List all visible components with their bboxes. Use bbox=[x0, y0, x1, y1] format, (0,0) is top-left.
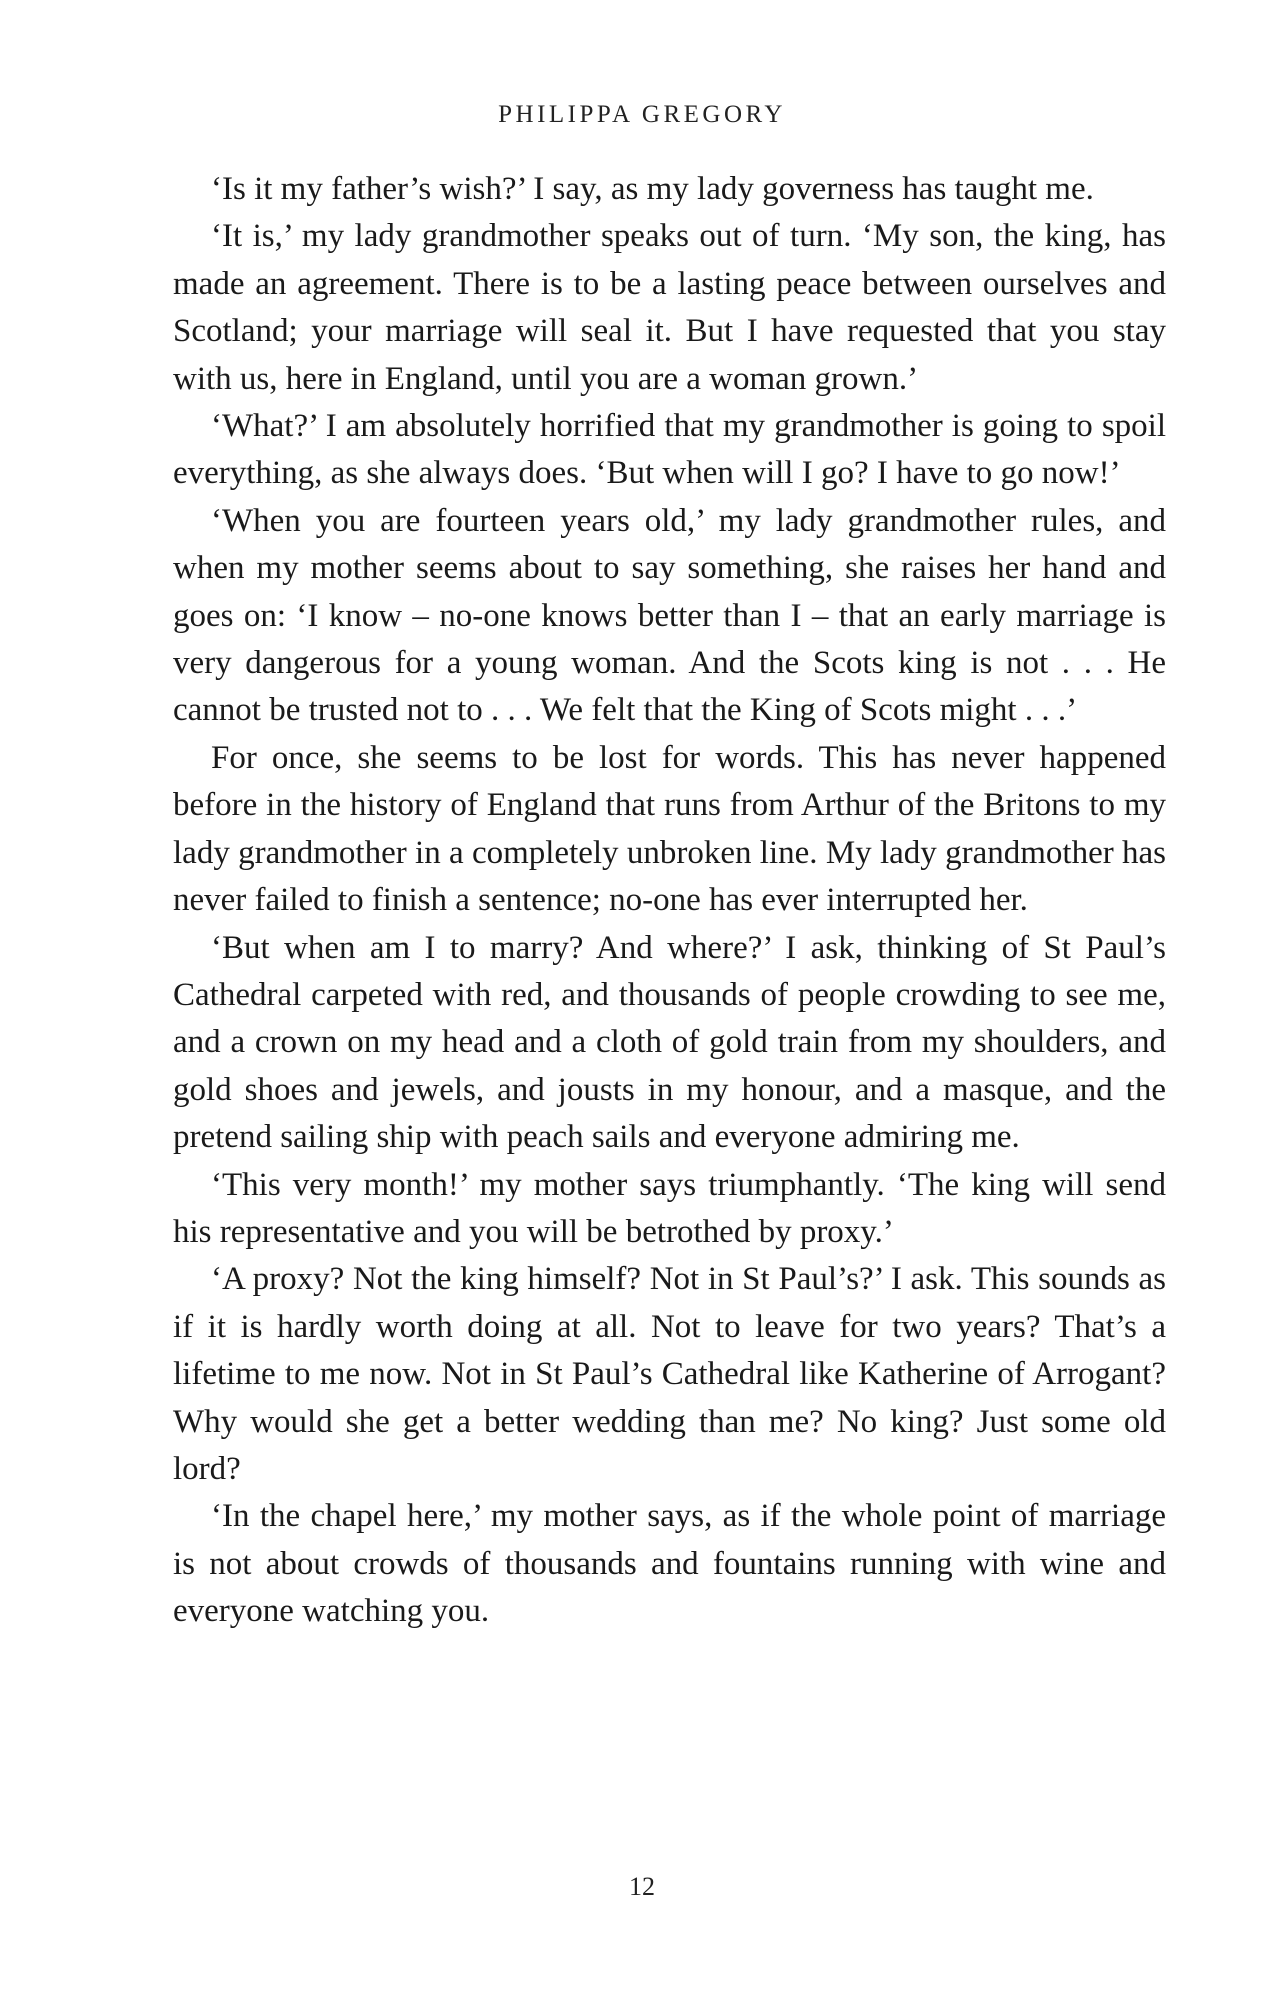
paragraph: For once, she seems to be lost for words. This has never happened before in the history of England that runs from Arthur of the Britons to my lady grandmother in a completely unbroken line. My lady grandmother has never failed to finish a sentence; no-one has ever interrupted her. bbox=[173, 739, 1166, 919]
paragraph: ‘What?’ I am absolutely horrified that my grandmother is going to spoil everything, as she always does. ‘But when will I go? I have to go now!’ bbox=[173, 408, 1166, 492]
page-number: 12 bbox=[629, 1872, 655, 1901]
paragraph: ‘It is,’ my lady grandmother speaks out of turn. ‘My son, the king, has made an agreement. There is to be a lasting peace between ourselves and Scotland; your marriage will seal it. But I have requested that you stay with us, here in England, until you are a woman grown.’ bbox=[173, 218, 1166, 397]
paragraph: ‘This very month!’ my mother says triumphantly. ‘The king will send his representative and you will be betrothed by proxy.’ bbox=[173, 1166, 1166, 1250]
paragraph: ‘In the chapel here,’ my mother says, as if the whole point of marriage is not about crowds of thousands and fountains running with wine and everyone watching you. bbox=[173, 1498, 1166, 1630]
body-text bbox=[173, 166, 1166, 1636]
running-head: PHILIPPA GREGORY bbox=[498, 101, 786, 128]
paragraph: ‘A proxy? Not the king himself? Not in St Paul’s?’ I ask. This sounds as if it is hardly worth doing at all. Not to leave for two years? That’s a lifetime to me now. Not in St Paul’s Cathedral like Katherine of Arrogant? Why would she get a better wedding than me? No king? Just some old lord? bbox=[173, 1261, 1166, 1487]
paragraph: ‘But when am I to marry? And where?’ I ask, thinking of St Paul’s Cathedral carpeted with red, and thousands of people crowding to see me, and a crown on my head and a cloth of gold train from my shoulders, and gold shoes and jewels, and jousts in my honour, and a masque, and the pretend sailing ship with peach sails and everyone admiring me. bbox=[173, 929, 1166, 1156]
paragraph: ‘When you are fourteen years old,’ my lady grandmother rules, and when my mother seems about to say something, she raises her hand and goes on: ‘I know – no-one knows better than I – that an early marriage is very dangerous for a young woman. And the Scots king is not . . . He cannot be trusted not to . . . We felt that the King of Scots might . . .’ bbox=[173, 502, 1166, 729]
paragraph: ‘Is it my father’s wish?’ I say, as my lady governess has taught me. bbox=[211, 171, 1094, 207]
